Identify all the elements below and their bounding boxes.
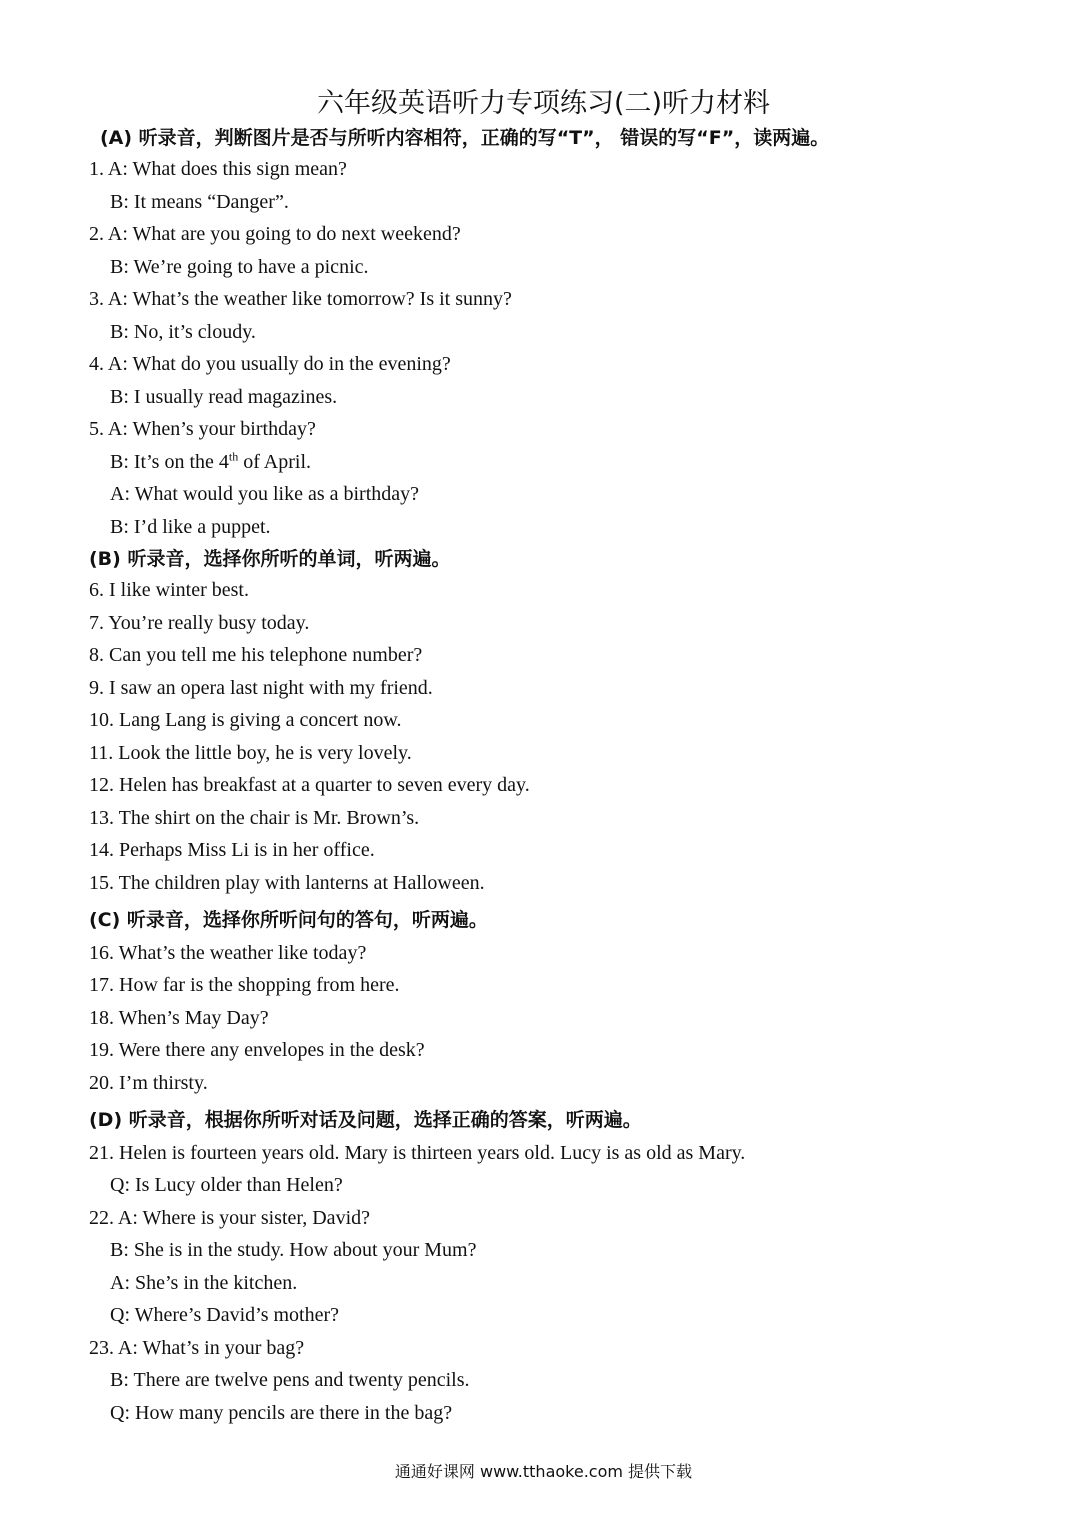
d-line-1: 21. Helen is fourteen years old. Mary is thirteen years old. Lucy is as old as Mary.	[89, 1142, 746, 1164]
a-line-9: 5. A: When’s your birthday?	[89, 418, 316, 440]
b-line-3: 8. Can you tell me his telephone number?	[89, 644, 423, 666]
b-line-7: 12. Helen has breakfast at a quarter to seven every day.	[89, 774, 530, 796]
d-line-5: A: She’s in the kitchen.	[110, 1272, 298, 1294]
d-line-4: B: She is in the study. How about your Mum?	[110, 1239, 477, 1261]
c-line-4: 19. Were there any envelopes in the desk?	[89, 1039, 425, 1061]
c-line-3: 18. When’s May Day?	[89, 1007, 269, 1029]
b-line-10: 15. The children play with lanterns at Halloween.	[89, 872, 485, 894]
b-line-6: 11. Look the little boy, he is very lovely.	[89, 742, 412, 764]
d-line-8: B: There are twelve pens and twenty pencils.	[110, 1369, 470, 1391]
c-line-2: 17. How far is the shopping from here.	[89, 974, 400, 996]
page-footer: 通通好课网 www.tthaoke.com 提供下载	[394, 1462, 693, 1481]
birthday-answer-post: of April.	[238, 451, 312, 473]
a-line-10	[110, 447, 311, 477]
b-line-2: 7. You’re really busy today.	[89, 612, 310, 634]
birthday-answer-sup: th	[228, 449, 239, 464]
a-line-1: 1. A: What does this sign mean?	[89, 158, 347, 180]
a-line-8: B: I usually read magazines.	[110, 386, 338, 408]
b-line-8: 13. The shirt on the chair is Mr. Brown’s.	[89, 807, 420, 829]
a-line-12: B: I’d like a puppet.	[110, 516, 271, 538]
c-line-1: 16. What’s the weather like today?	[89, 942, 367, 964]
d-line-9: Q: How many pencils are there in the bag?	[110, 1402, 453, 1424]
b-line-9: 14. Perhaps Miss Li is in her office.	[89, 839, 375, 861]
birthday-answer-pre: B: It’s on the 4	[110, 451, 229, 473]
d-line-2: Q: Is Lucy older than Helen?	[110, 1174, 343, 1196]
section-d-heading: (D) 听录音，根据你所听对话及问题，选择正确的答案，听两遍。	[89, 1109, 642, 1131]
b-line-1: 6. I like winter best.	[89, 579, 249, 601]
a-line-7: 4. A: What do you usually do in the evening?	[89, 353, 451, 375]
a-line-5: 3. A: What’s the weather like tomorrow? Is it sunny?	[89, 288, 512, 310]
b-line-4: 9. I saw an opera last night with my friend.	[89, 677, 433, 699]
d-line-7: 23. A: What’s in your bag?	[89, 1337, 305, 1359]
page-title: 六年级英语听力专项练习(二)听力材料	[316, 88, 771, 119]
a-line-3: 2. A: What are you going to do next weekend?	[89, 223, 461, 245]
section-c-heading: (C) 听录音，选择你所听问句的答句，听两遍。	[89, 909, 488, 931]
b-line-5: 10. Lang Lang is giving a concert now.	[89, 709, 402, 731]
a-line-6: B: No, it’s cloudy.	[110, 321, 256, 343]
d-line-3: 22. A: Where is your sister, David?	[89, 1207, 370, 1229]
section-a-heading: (A) 听录音，判断图片是否与所听内容相符，正确的写“T”， 错误的写“F”，读两遍。	[100, 127, 830, 149]
c-line-5: 20. I’m thirsty.	[89, 1072, 208, 1094]
section-b-heading: (B) 听录音，选择你所听的单词，听两遍。	[89, 548, 451, 570]
d-line-6: Q: Where’s David’s mother?	[110, 1304, 340, 1326]
a-line-11: A: What would you like as a birthday?	[110, 483, 420, 505]
a-line-4: B: We’re going to have a picnic.	[110, 256, 369, 278]
a-line-2: B: It means “Danger”.	[110, 191, 289, 213]
